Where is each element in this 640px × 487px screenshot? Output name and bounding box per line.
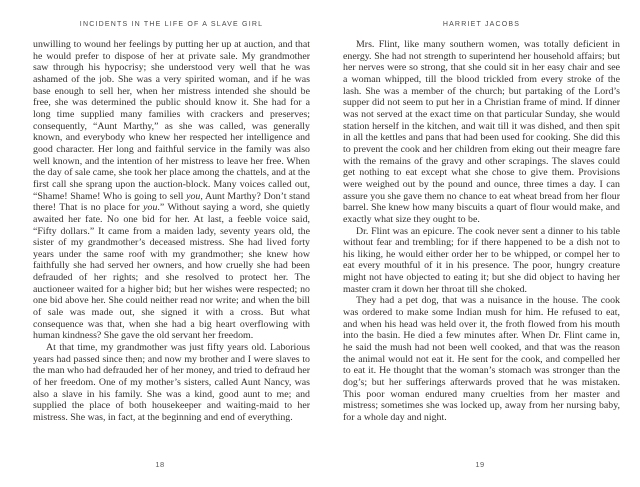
text-run: They had a pet dog, that was a nuisance in the house. The cook was ordered to make some Indian mush for him. He refused to eat, and when his head was held over it, the froth flowed from his mouth into the basin. He died a few minutes after. When Dr. Flint came in, he said the mush had not been well cooked, and that was the reason the animal would not eat it. He sent for the cook, and compelled her to eat it. He thought that the woman’s stomach was stronger than the dog’s; but her sufferings afterwards proved that he was mistaken. This poor woman endured many cruelties from her master and mistress; sometimes she was locked up, away from her nursing baby, for a whole day and night. bbox=[343, 295, 620, 423]
left-page-number: 18 bbox=[155, 460, 165, 469]
paragraph bbox=[33, 342, 310, 424]
page-right bbox=[320, 0, 640, 487]
text-run: Dr. Flint was an epicure. The cook never sent a dinner to his table without fear and trembling; for if there happened to be a dish not to his liking, he would either order her to be whipped, or compel her to eat every mouthful of it in his presence. The poor, hungry creature might not have objected to eating it; but she did object to having her master cram it down her throat till she choked. bbox=[343, 225, 620, 295]
right-page-number: 19 bbox=[475, 460, 485, 469]
right-text-block bbox=[343, 39, 620, 424]
paragraph bbox=[33, 39, 310, 342]
paragraph bbox=[343, 295, 620, 423]
right-running-head: HARRIET JACOBS bbox=[442, 21, 521, 28]
paragraph bbox=[343, 39, 620, 226]
text-run: unwilling to wound her feelings by putting her up at auction, and that he would prefer to dispose of her at private sale. My grandmother saw through his hypocrisy; she understood very well that he was ashamed of the job. She was a very spirited woman, and if he was base enough to sell her, when her mistress intended she should be free, she was determined the public should know it. She had for a long time supplied many families with crackers and preserves; consequently, “Aunt Marthy,” as she was called, was generally known, and everybody who knew her respected her intelligence and good character. Her long and faithful service in the family was also well known, and the intention of her mistress to leave her free. When the day of sale came, she took her place among the chattels, and at the first call she sprang upon the auction-block. Many voices called out, “Shame! Shame! Who is going to sell bbox=[33, 39, 310, 202]
paragraph bbox=[343, 226, 620, 296]
text-run: .” Without saying a word, she quietly awaited her fate. No one bid for her. At last, a feeble voice said, “Fifty dollars.” It came from a maiden lady, seventy years old, the sister of my grandmother’s deceased mistress. She had lived forty years under the same roof with my grandmother; she knew how faithfully she had served her owners, and how cruelly she had been defrauded of her rights; and she resolved to protect her. The auctioneer waited for a higher bid; but her wishes were respected; no one bid above her. She could neither read nor write; and when the bill of sale was made out, she signed it with a cross. But what consequence was that, when she had a big heart overflowing with human kindness? She gave the old servant her freedom. bbox=[33, 202, 310, 342]
left-running-head: INCIDENTS IN THE LIFE OF A SLAVE GIRL bbox=[79, 21, 264, 28]
italic-text-run: you bbox=[186, 190, 201, 202]
left-text-block bbox=[33, 39, 310, 424]
text-run: At that time, my grandmother was just fifty years old. Laborious years had passed since then; and now my brother and I were slaves to the man who had defrauded her of her money, and tried to defraud her of her freedom. One of my mother’s sisters, called Aunt Nancy, was also a slave in his family. She was a kind, good aunt to me; and supplied the place of both housekeeper and waiting-maid to her mistress. She was, in fact, at the beginning and end of everything. bbox=[33, 342, 310, 423]
text-run: , Aunt Marthy? Don’t stand there! That is no place for bbox=[33, 190, 310, 214]
text-run: Mrs. Flint, like many southern women, was totally deficient in energy. She had not strength to superintend her household affairs; but her nerves were so strong, that she could sit in her easy chair and see a woman whipped, till the blood trickled from every stroke of the lash. She was a member of the church; but partaking of the Lord’s supper did not seem to put her in a Christian frame of mind. If dinner was not served at the exact time on that particular Sunday, she would station herself in the kitchen, and wait till it was dished, and then spit in all the kettles and pans that had been used for cooking. She did this to prevent the cook and her children from eking out their meagre fare with the remains of the gravy and other scrapings. The slaves could get nothing to eat except what she chose to give them. Provisions were weighed out by the pound and ounce, three times a day. I can assure you she gave them no chance to eat wheat bread from her flour barrel. She knew how many biscuits a quart of flour would make, and exactly what size they ought to be. bbox=[343, 39, 620, 225]
italic-text-run: you bbox=[143, 202, 158, 214]
